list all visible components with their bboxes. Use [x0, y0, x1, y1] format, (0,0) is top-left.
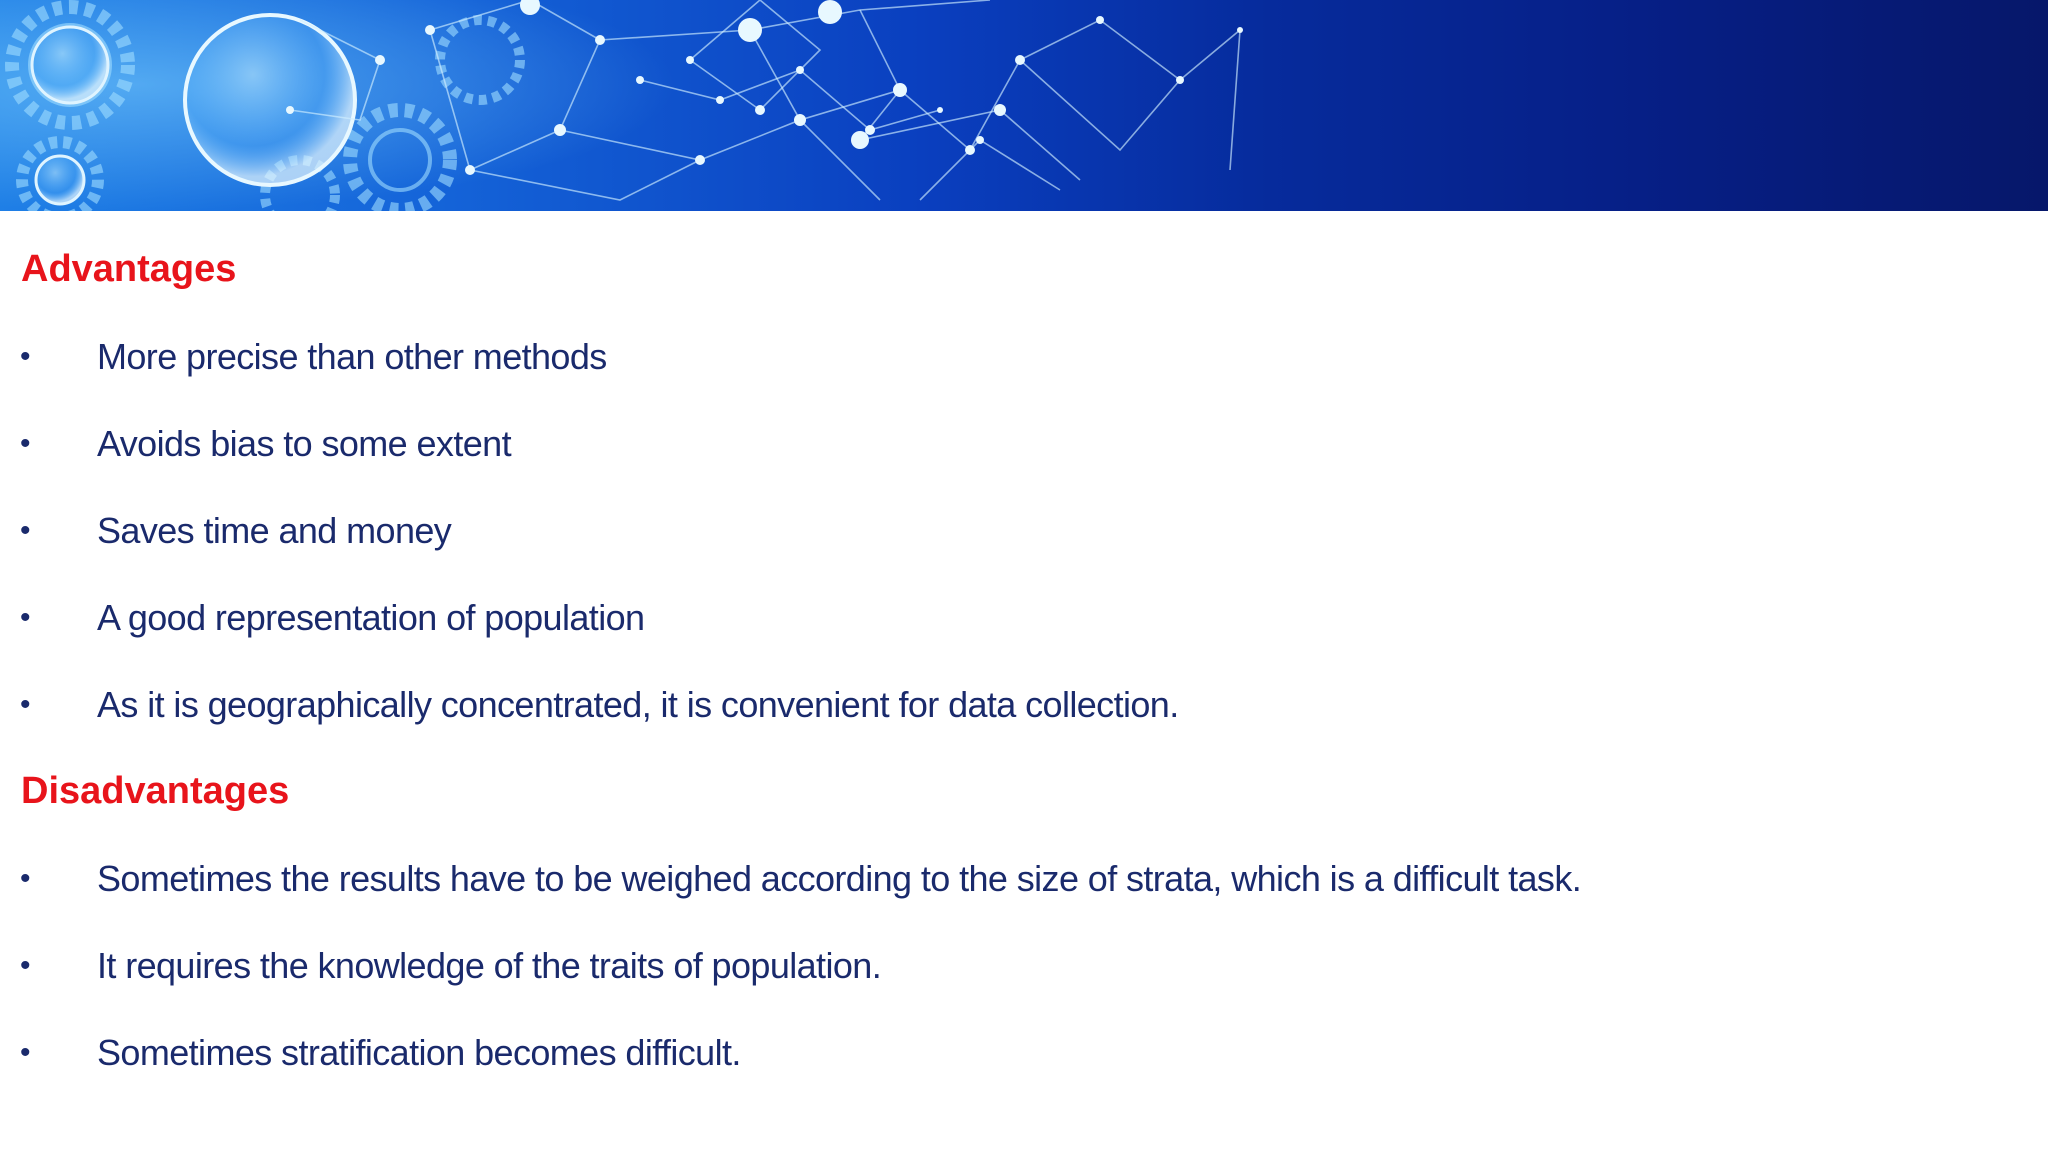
- list-item: [0, 1029, 2000, 1077]
- list-item-text: Sometimes stratification becomes difficult.: [97, 1032, 741, 1073]
- list-item: [0, 594, 2000, 642]
- list-item-text: Avoids bias to some extent: [97, 423, 511, 464]
- list-item-text: As it is geographically concentrated, it is convenient for data collection.: [97, 684, 1179, 725]
- list-item: [0, 681, 2000, 729]
- bullet-icon: •: [20, 601, 31, 634]
- list-item-text: A good representation of population: [97, 597, 645, 638]
- disadvantages-heading: Disadvantages: [21, 770, 290, 812]
- bullet-icon: •: [20, 688, 31, 721]
- list-item: [0, 942, 2000, 990]
- list-item-text: It requires the knowledge of the traits of population.: [97, 945, 882, 986]
- bullet-icon: •: [20, 340, 31, 373]
- list-item: [0, 855, 2000, 903]
- list-item: [0, 507, 2000, 555]
- list-item-text: Sometimes the results have to be weighed according to the size of strata, which is a difficult task.: [97, 858, 1582, 899]
- list-item: [0, 420, 2000, 468]
- bullet-icon: •: [20, 949, 31, 982]
- bullet-icon: •: [20, 514, 31, 547]
- list-item-text: More precise than other methods: [97, 336, 607, 377]
- header-banner: [0, 0, 2048, 211]
- bullet-icon: •: [20, 862, 31, 895]
- bullet-icon: •: [20, 1036, 31, 1069]
- list-item-text: Saves time and money: [97, 510, 452, 551]
- advantages-heading: Advantages: [21, 248, 237, 290]
- bullet-icon: •: [20, 427, 31, 460]
- list-item: [0, 333, 2000, 381]
- slide-content: [0, 211, 2048, 1152]
- network-gears-graphic: [0, 0, 2048, 211]
